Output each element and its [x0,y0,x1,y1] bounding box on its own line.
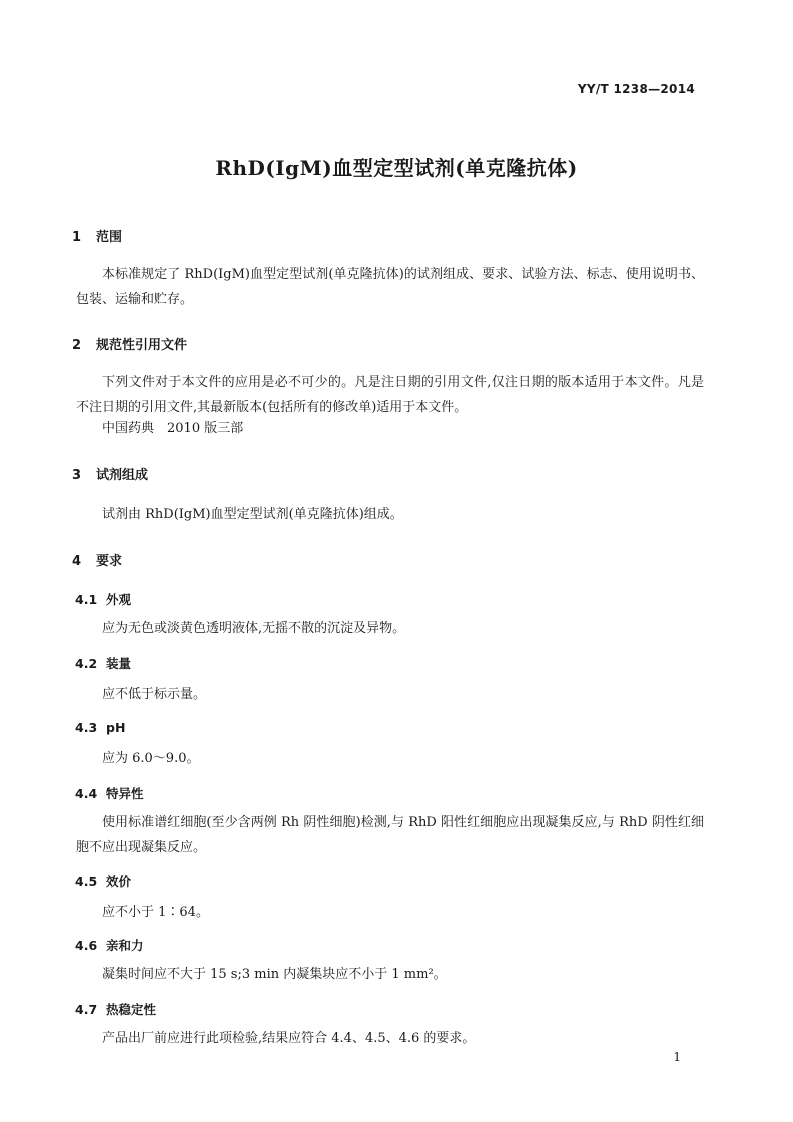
section-1-heading [72,226,122,245]
document-code: YY/T 1238—2014 [577,82,695,96]
section-1-text: 本标准规定了 RhD(IgM)血型定型试剂(单克隆抗体)的试剂组成、要求、试验方法、标志、使用说明书、包装、运输和贮存。 [76,267,704,307]
subsection-title: 装量 [106,656,132,671]
subsection-4-3-heading [75,720,125,735]
section-3-text: 试剂由 RhD(IgM)血型定型试剂(单克隆抗体)组成。 [102,507,403,522]
section-number: 3 [72,468,82,483]
subsection-4-2-text: 应不低于标示量。 [102,687,207,702]
normative-reference: 中国药典 2010 版三部 [102,421,244,436]
subsection-4-6-heading [75,936,144,954]
subsection-number: 4.6 [75,938,98,953]
subsection-number: 4.7 [75,1002,98,1017]
subsection-number: 4.4 [75,786,98,801]
section-2-text: 下列文件对于本文件的应用是必不可少的。凡是注日期的引用文件,仅注日期的版本适用于本文件。凡是不注日期的引用文件,其最新版本(包括所有的修改单)适用于本文件。 [76,375,704,415]
page-number: 1 [673,1050,681,1064]
subsection-4-1-heading [75,590,131,608]
section-number: 1 [72,230,82,245]
subsection-title: 热稳定性 [106,1002,157,1017]
subsection-number: 4.2 [75,656,98,671]
section-number: 2 [72,338,82,353]
section-title: 范围 [96,230,123,245]
subsection-number: 4.3 [75,720,98,735]
section-number: 4 [72,554,82,569]
section-title: 规范性引用文件 [96,338,188,353]
subsection-4-6-text: 凝集时间应不大于 15 s;3 min 内凝集块应不小于 1 mm²。 [102,967,447,982]
subsection-title: 外观 [106,592,132,607]
section-4-heading [72,550,122,569]
subsection-4-7-text: 产品出厂前应进行此项检验,结果应符合 4.4、4.5、4.6 的要求。 [102,1031,476,1046]
section-2-heading [72,334,187,353]
subsection-4-5-text: 应不小于 1∶64。 [102,905,209,920]
section-3-heading [72,464,148,483]
subsection-4-5-heading [75,872,131,890]
subsection-number: 4.1 [75,592,98,607]
subsection-title: 亲和力 [106,938,144,953]
subsection-4-4-heading [75,784,144,802]
section-title: 要求 [96,554,123,569]
subsection-4-7-heading [75,1000,156,1018]
subsection-4-1-text: 应为无色或淡黄色透明液体,无摇不散的沉淀及异物。 [102,621,406,636]
subsection-title: 效价 [106,874,132,889]
subsection-title: pH [106,720,126,735]
document-title: RhD(IgM)血型定型试剂(单克隆抗体) [215,156,578,180]
section-title: 试剂组成 [96,468,149,483]
subsection-4-2-heading [75,654,131,672]
subsection-4-3-text: 应为 6.0～9.0。 [102,751,200,766]
subsection-number: 4.5 [75,874,98,889]
subsection-title: 特异性 [106,786,144,801]
subsection-4-4-text: 使用标准谱红细胞(至少含两例 Rh 阴性细胞)检测,与 RhD 阳性红细胞应出现凝集反应,与 RhD 阴性红细胞不应出现凝集反应。 [76,815,704,855]
